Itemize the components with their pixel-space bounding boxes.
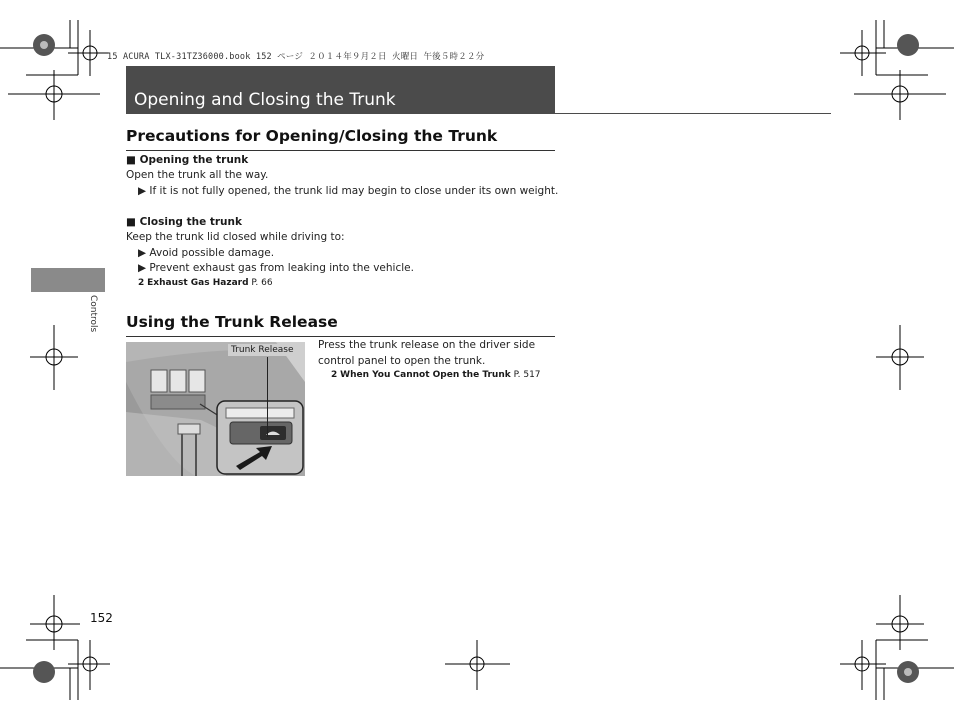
section-heading-precautions: Precautions for Opening/Closing the Trunk — [126, 127, 498, 145]
trunk-release-detail-inset — [216, 400, 306, 476]
opening-text: Open the trunk all the way. — [126, 169, 269, 181]
callout-line — [267, 357, 268, 437]
subheading-closing: ■ Closing the trunk — [126, 216, 242, 228]
opening-note: ▶ If it is not fully opened, the trunk lid may begin to close under its own weight. — [138, 185, 559, 197]
page-number: 152 — [90, 611, 113, 625]
reference-page: P. 66 — [251, 278, 273, 288]
callout-trunk-release: Trunk Release — [228, 344, 297, 356]
chapter-side-tab — [31, 268, 105, 292]
bullet-icon: ■ — [126, 154, 136, 166]
title-rule — [126, 113, 831, 114]
side-tab-label: Controls — [88, 295, 98, 333]
reference-arrow-icon: 2 — [138, 278, 145, 288]
reference-page: P. 517 — [513, 370, 541, 380]
bullet-icon: ■ — [126, 216, 136, 228]
closing-item: ▶ Prevent exhaust gas from leaking into the vehicle. — [138, 262, 414, 274]
trunk-release-text-line2: control panel to open the trunk. — [318, 355, 486, 367]
section-rule — [126, 150, 555, 151]
section-heading-trunk-release: Using the Trunk Release — [126, 313, 338, 331]
cross-reference-exhaust[interactable] — [138, 278, 273, 288]
print-header: 15 ACURA TLX-31TZ36000.book 152 ページ ２０１４年９月２日 火曜日 午後５時２２分 — [107, 52, 485, 62]
cross-reference-cannot-open[interactable] — [331, 370, 541, 380]
section-rule — [126, 336, 555, 337]
reference-title: When You Cannot Open the Trunk — [340, 370, 511, 380]
reference-title: Exhaust Gas Hazard — [147, 278, 249, 288]
closing-text: Keep the trunk lid closed while driving to: — [126, 231, 345, 243]
trunk-release-text-line1: Press the trunk release on the driver side — [318, 339, 536, 351]
reference-arrow-icon: 2 — [331, 370, 338, 380]
subheading-opening: ■ Opening the trunk — [126, 154, 249, 166]
chapter-title: Opening and Closing the Trunk — [134, 90, 396, 110]
closing-item: ▶ Avoid possible damage. — [138, 247, 275, 259]
